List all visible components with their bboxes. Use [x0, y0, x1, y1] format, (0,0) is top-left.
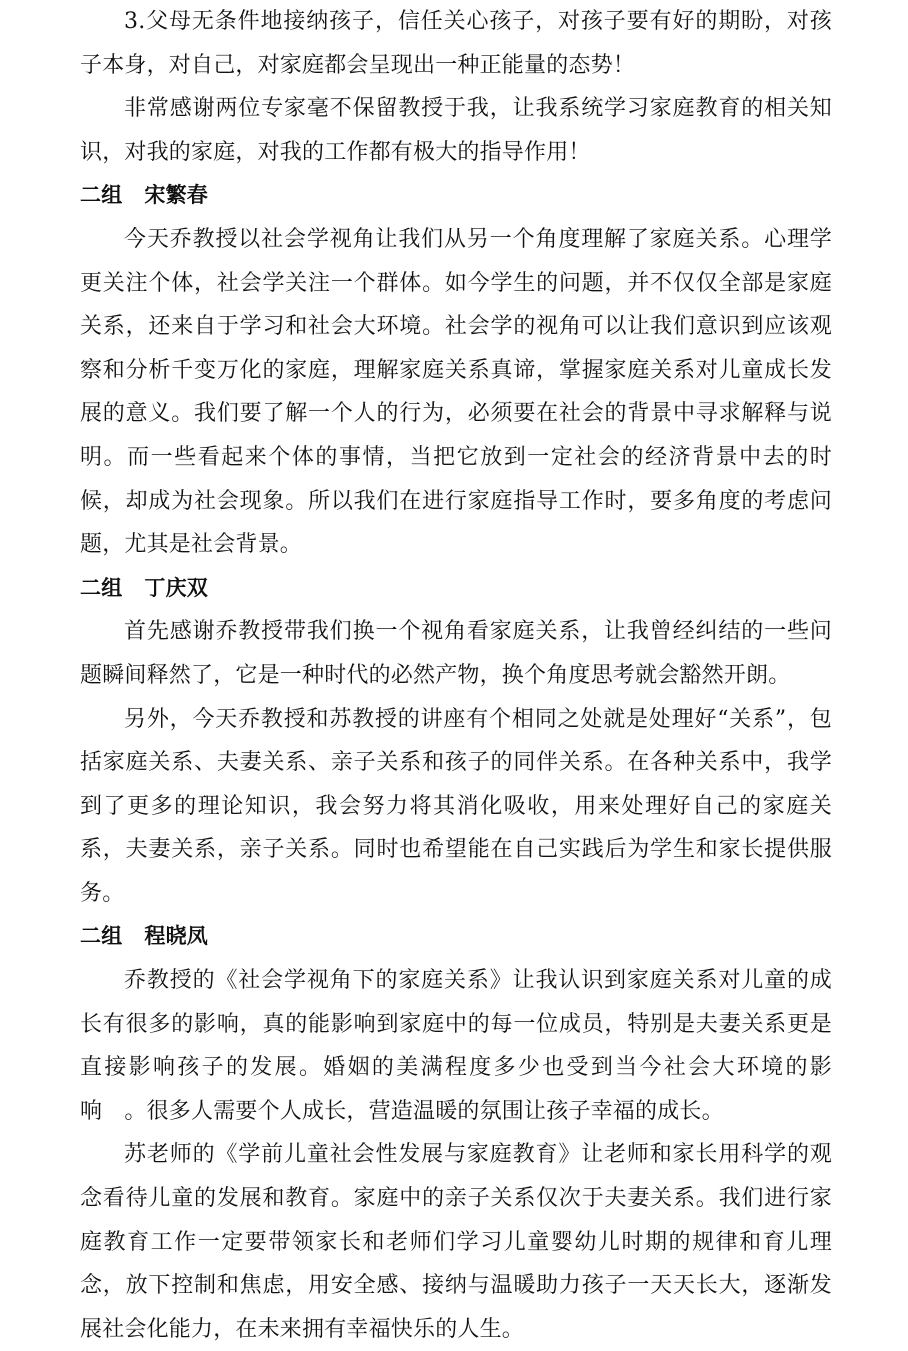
entry-heading-2	[80, 567, 832, 611]
entry-2-paragraph-2: 另外，今天乔教授和苏教授的讲座有个相同之处就是处理好“关系”，包括家庭关系、夫妻关系、亲子关系和孩子的同伴关系。在各种关系中，我学到了更多的理论知识，我会努力将其消化吸收，用来处理好自己的家庭关系，夫妻关系，亲子关系。同时也希望能在自己实践后为学生和家长提供服务。	[80, 706, 832, 906]
entry-heading-1	[80, 174, 832, 218]
entry-heading-3	[80, 915, 832, 959]
entry-author-name: 宋繁春	[144, 183, 209, 208]
entry-group-label: 二组	[80, 924, 123, 949]
entry-3-paragraph-1: 乔教授的《社会学视角下的家庭关系》让我认识到家庭关系对儿童的成长有很多的影响，真的能影响到家庭中的每一位成员，特别是夫妻关系更是直接影响孩子的发展。婚姻的美满程度多少也受到当今社会大环境的影响 。很多人需要个人成长，营造温暖的氛围让孩子幸福的成长。	[80, 968, 832, 1124]
entry-group-label: 二组	[80, 183, 123, 208]
entry-group-label: 二组	[80, 575, 123, 600]
entry-author-name: 程晓凤	[144, 924, 209, 949]
intro-paragraph-2: 非常感谢两位专家毫不保留教授于我，让我系统学习家庭教育的相关知识，对我的家庭，对我的工作都有极大的指导作用！	[80, 96, 832, 165]
entry-author-name: 丁庆双	[144, 575, 209, 600]
document-page	[80, 0, 832, 1351]
intro-paragraph-1: 3.父母无条件地接纳孩子，信任关心孩子，对孩子要有好的期盼，对孩子本身，对自己，对家庭都会呈现出一种正能量的态势！	[80, 9, 832, 78]
entry-2-paragraph-1: 首先感谢乔教授带我们换一个视角看家庭关系，让我曾经纠结的一些问题瞬间释然了，它是一种时代的必然产物，换个角度思考就会豁然开朗。	[80, 619, 832, 688]
entry-1-paragraph-1: 今天乔教授以社会学视角让我们从另一个角度理解了家庭关系。心理学更关注个体，社会学关注一个群体。如今学生的问题，并不仅仅全部是家庭关系，还来自于学习和社会大环境。社会学的视角可以让我们意识到应该观察和分析千变万化的家庭，理解家庭关系真谛，掌握家庭关系对儿童成长发展的意义。我们要了解一个人的行为，必须要在社会的背景中寻求解释与说明。而一些看起来个体的事情，当把它放到一定社会的经济背景中去的时候，却成为社会现象。所以我们在进行家庭指导工作时，要多角度的考虑问题，尤其是社会背景。	[80, 226, 832, 558]
entry-3-paragraph-2: 苏老师的《学前儿童社会性发展与家庭教育》让老师和家长用科学的观念看待儿童的发展和教育。家庭中的亲子关系仅次于夫妻关系。我们进行家庭教育工作一定要带领家长和老师们学习儿童婴幼儿时期的规律和育儿理念，放下控制和焦虑，用安全感、接纳与温暖助力孩子一天天长大，逐渐发展社会化能力，在未来拥有幸福快乐的人生。	[80, 1142, 832, 1342]
